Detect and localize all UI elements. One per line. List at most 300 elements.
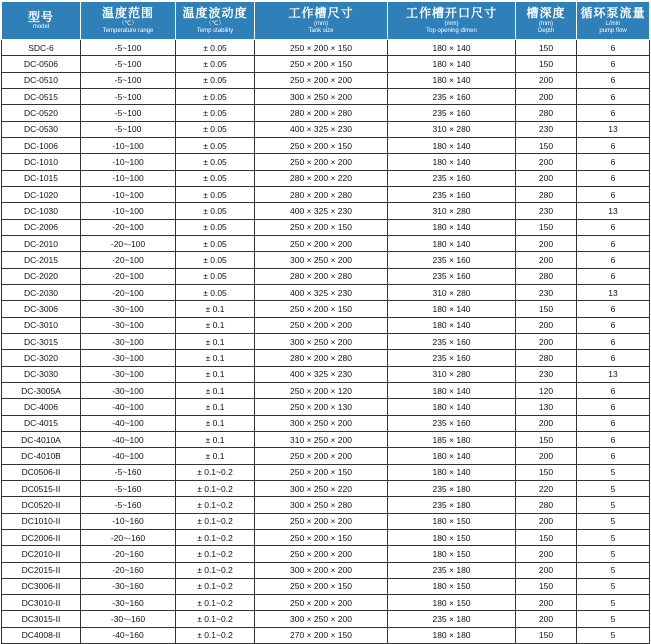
cell-top-opening: 235 × 160 — [388, 415, 516, 431]
cell-top-opening: 235 × 180 — [388, 562, 516, 578]
cell-pump-flow: 6 — [577, 415, 650, 431]
table-row — [2, 464, 650, 480]
cell-temperature-range: -5~160 — [81, 497, 176, 513]
cell-pump-flow: 5 — [577, 529, 650, 545]
cell-tank-size: 250 × 200 × 200 — [255, 72, 388, 88]
cell-top-opening: 235 × 160 — [388, 252, 516, 268]
cell-top-opening: 180 × 140 — [388, 137, 516, 153]
cell-temp-stability: ± 0.1~0.2 — [176, 497, 255, 513]
cell-pump-flow: 5 — [577, 562, 650, 578]
cell-depth: 150 — [516, 40, 577, 56]
cell-temp-stability: ± 0.05 — [176, 154, 255, 170]
cell-pump-flow: 5 — [577, 464, 650, 480]
cell-depth: 150 — [516, 464, 577, 480]
header-tank-size — [255, 2, 388, 40]
cell-depth: 120 — [516, 382, 577, 398]
cell-depth: 230 — [516, 366, 577, 382]
cell-tank-size: 400 × 325 × 230 — [255, 366, 388, 382]
cell-tank-size: 300 × 250 × 200 — [255, 611, 388, 627]
cell-temperature-range: -5~100 — [81, 105, 176, 121]
cell-model: DC2015-II — [2, 562, 81, 578]
cell-pump-flow: 6 — [577, 40, 650, 56]
header-pump-flow-unit: L/min — [605, 20, 621, 27]
cell-depth: 200 — [516, 154, 577, 170]
cell-top-opening: 235 × 180 — [388, 497, 516, 513]
table-row — [2, 448, 650, 464]
cell-temp-stability: ± 0.05 — [176, 186, 255, 202]
cell-temperature-range: -30~-160 — [81, 611, 176, 627]
cell-tank-size: 250 × 200 × 150 — [255, 219, 388, 235]
cell-top-opening: 180 × 140 — [388, 40, 516, 56]
cell-pump-flow: 13 — [577, 284, 650, 300]
cell-depth: 200 — [516, 415, 577, 431]
cell-temp-stability: ± 0.1 — [176, 448, 255, 464]
cell-temp-stability: ± 0.1~0.2 — [176, 578, 255, 594]
cell-tank-size: 280 × 200 × 280 — [255, 105, 388, 121]
cell-model: DC-1015 — [2, 170, 81, 186]
cell-pump-flow: 13 — [577, 366, 650, 382]
cell-temperature-range: -40~100 — [81, 448, 176, 464]
cell-temp-stability: ± 0.05 — [176, 105, 255, 121]
cell-temperature-range: -40~160 — [81, 627, 176, 643]
cell-top-opening: 180 × 140 — [388, 317, 516, 333]
cell-top-opening: 235 × 160 — [388, 268, 516, 284]
cell-model: DC2010-II — [2, 546, 81, 562]
cell-temp-stability: ± 0.1~0.2 — [176, 529, 255, 545]
cell-depth: 150 — [516, 578, 577, 594]
cell-temperature-range: -40~100 — [81, 415, 176, 431]
table-row — [2, 268, 650, 284]
cell-pump-flow: 6 — [577, 154, 650, 170]
header-depth-zh: 槽深度 — [526, 5, 566, 20]
cell-temperature-range: -20~100 — [81, 219, 176, 235]
cell-tank-size: 250 × 200 × 150 — [255, 529, 388, 545]
cell-top-opening: 180 × 140 — [388, 448, 516, 464]
cell-pump-flow: 6 — [577, 186, 650, 202]
cell-tank-size: 300 × 250 × 200 — [255, 415, 388, 431]
cell-tank-size: 300 × 250 × 200 — [255, 88, 388, 104]
cell-model: DC-0506 — [2, 56, 81, 72]
cell-tank-size: 250 × 200 × 200 — [255, 595, 388, 611]
cell-depth: 200 — [516, 252, 577, 268]
cell-tank-size: 250 × 200 × 200 — [255, 546, 388, 562]
cell-depth: 150 — [516, 529, 577, 545]
cell-model: DC-2006 — [2, 219, 81, 235]
cell-tank-size: 400 × 325 × 230 — [255, 203, 388, 219]
cell-tank-size: 400 × 325 × 230 — [255, 284, 388, 300]
cell-pump-flow: 6 — [577, 235, 650, 251]
cell-depth: 150 — [516, 219, 577, 235]
cell-temp-stability: ± 0.05 — [176, 56, 255, 72]
cell-top-opening: 180 × 140 — [388, 154, 516, 170]
header-pump-flow-zh: 循环泵流量 — [580, 5, 646, 20]
cell-depth: 200 — [516, 448, 577, 464]
cell-top-opening: 180 × 140 — [388, 464, 516, 480]
table-row — [2, 317, 650, 333]
table-row — [2, 382, 650, 398]
header-temp-stability-en: Temp stability — [196, 27, 234, 34]
cell-top-opening: 180 × 150 — [388, 529, 516, 545]
cell-temp-stability: ± 0.1 — [176, 366, 255, 382]
cell-temp-stability: ± 0.1 — [176, 382, 255, 398]
table-row — [2, 611, 650, 627]
cell-model: DC1010-II — [2, 513, 81, 529]
cell-temperature-range: -10~100 — [81, 203, 176, 219]
cell-depth: 150 — [516, 137, 577, 153]
table-row — [2, 301, 650, 317]
cell-pump-flow: 6 — [577, 252, 650, 268]
table-row — [2, 546, 650, 562]
cell-pump-flow: 6 — [577, 399, 650, 415]
cell-temp-stability: ± 0.05 — [176, 170, 255, 186]
table-row — [2, 105, 650, 121]
cell-model: DC-3005A — [2, 382, 81, 398]
cell-temp-stability: ± 0.1 — [176, 333, 255, 349]
cell-temp-stability: ± 0.1~0.2 — [176, 611, 255, 627]
table-row — [2, 88, 650, 104]
table-row — [2, 170, 650, 186]
cell-top-opening: 310 × 280 — [388, 284, 516, 300]
cell-depth: 200 — [516, 72, 577, 88]
cell-model: DC2006-II — [2, 529, 81, 545]
cell-tank-size: 250 × 200 × 150 — [255, 56, 388, 72]
header-temp-stability-zh: 温度波动度 — [182, 5, 248, 20]
cell-top-opening: 235 × 160 — [388, 186, 516, 202]
cell-temperature-range: -30~160 — [81, 578, 176, 594]
cell-pump-flow: 6 — [577, 219, 650, 235]
cell-pump-flow: 6 — [577, 350, 650, 366]
cell-pump-flow: 5 — [577, 497, 650, 513]
cell-temperature-range: -10~100 — [81, 154, 176, 170]
cell-pump-flow: 6 — [577, 72, 650, 88]
cell-tank-size: 280 × 200 × 280 — [255, 268, 388, 284]
header-top-opening-unit: (mm) — [444, 20, 459, 27]
cell-temperature-range: -5~100 — [81, 40, 176, 56]
cell-temperature-range: -20~160 — [81, 562, 176, 578]
table-row — [2, 203, 650, 219]
cell-depth: 200 — [516, 170, 577, 186]
cell-depth: 280 — [516, 350, 577, 366]
header-depth — [516, 2, 577, 40]
cell-temp-stability: ± 0.05 — [176, 137, 255, 153]
cell-tank-size: 250 × 200 × 150 — [255, 578, 388, 594]
table-row — [2, 56, 650, 72]
cell-temp-stability: ± 0.1 — [176, 301, 255, 317]
header-pump-flow-en: pump flow — [599, 27, 627, 34]
table-row — [2, 595, 650, 611]
cell-top-opening: 185 × 180 — [388, 431, 516, 447]
cell-temperature-range: -40~100 — [81, 399, 176, 415]
cell-temperature-range: -10~100 — [81, 170, 176, 186]
cell-temp-stability: ± 0.05 — [176, 72, 255, 88]
header-depth-en: Depth — [537, 27, 554, 34]
cell-temp-stability: ± 0.1 — [176, 350, 255, 366]
cell-depth: 280 — [516, 186, 577, 202]
cell-pump-flow: 6 — [577, 268, 650, 284]
cell-model: DC-3010 — [2, 317, 81, 333]
header-tank-size-en: Tank size — [308, 27, 334, 34]
cell-pump-flow: 5 — [577, 546, 650, 562]
cell-depth: 200 — [516, 317, 577, 333]
header-temp-stability-unit: （℃） — [205, 20, 225, 27]
cell-top-opening: 180 × 140 — [388, 56, 516, 72]
header-temp-stability — [176, 2, 255, 40]
cell-top-opening: 180 × 150 — [388, 595, 516, 611]
cell-tank-size: 250 × 200 × 150 — [255, 301, 388, 317]
cell-temperature-range: -10~160 — [81, 513, 176, 529]
cell-tank-size: 280 × 200 × 220 — [255, 170, 388, 186]
cell-top-opening: 180 × 150 — [388, 546, 516, 562]
header-depth-unit: (mm) — [539, 20, 553, 27]
cell-temperature-range: -5~100 — [81, 72, 176, 88]
cell-tank-size: 250 × 200 × 150 — [255, 40, 388, 56]
cell-pump-flow: 5 — [577, 595, 650, 611]
cell-depth: 200 — [516, 562, 577, 578]
cell-temp-stability: ± 0.05 — [176, 252, 255, 268]
table-row — [2, 350, 650, 366]
cell-top-opening: 310 × 280 — [388, 121, 516, 137]
cell-temperature-range: -40~100 — [81, 431, 176, 447]
table-row — [2, 627, 650, 643]
header-row — [2, 2, 650, 40]
cell-top-opening: 235 × 180 — [388, 480, 516, 496]
cell-temperature-range: -30~100 — [81, 382, 176, 398]
cell-tank-size: 250 × 200 × 130 — [255, 399, 388, 415]
cell-temperature-range: -30~160 — [81, 595, 176, 611]
cell-top-opening: 235 × 160 — [388, 333, 516, 349]
cell-pump-flow: 6 — [577, 448, 650, 464]
cell-tank-size: 300 × 250 × 200 — [255, 252, 388, 268]
cell-depth: 200 — [516, 595, 577, 611]
cell-pump-flow: 6 — [577, 317, 650, 333]
cell-model: DC-2020 — [2, 268, 81, 284]
cell-depth: 150 — [516, 431, 577, 447]
cell-temp-stability: ± 0.1~0.2 — [176, 513, 255, 529]
cell-temp-stability: ± 0.1~0.2 — [176, 464, 255, 480]
cell-model: DC0506-II — [2, 464, 81, 480]
header-tank-size-unit: (mm) — [314, 20, 328, 27]
cell-model: DC-4015 — [2, 415, 81, 431]
cell-temperature-range: -20~160 — [81, 546, 176, 562]
table-row — [2, 415, 650, 431]
cell-model: DC-0515 — [2, 88, 81, 104]
header-model — [2, 2, 81, 40]
cell-depth: 280 — [516, 105, 577, 121]
cell-pump-flow: 6 — [577, 382, 650, 398]
cell-model: DC-1010 — [2, 154, 81, 170]
cell-depth: 230 — [516, 121, 577, 137]
cell-tank-size: 250 × 200 × 120 — [255, 382, 388, 398]
cell-model: DC-2030 — [2, 284, 81, 300]
table-row — [2, 578, 650, 594]
cell-depth: 150 — [516, 301, 577, 317]
table-row — [2, 40, 650, 56]
cell-temp-stability: ± 0.1 — [176, 399, 255, 415]
spec-table — [1, 1, 650, 644]
cell-tank-size: 400 × 325 × 230 — [255, 121, 388, 137]
table-row — [2, 121, 650, 137]
cell-top-opening: 180 × 150 — [388, 578, 516, 594]
table-row — [2, 284, 650, 300]
cell-temperature-range: -20~-160 — [81, 529, 176, 545]
cell-temperature-range: -30~100 — [81, 333, 176, 349]
cell-model: DC-2015 — [2, 252, 81, 268]
table-row — [2, 72, 650, 88]
cell-pump-flow: 13 — [577, 121, 650, 137]
table-row — [2, 154, 650, 170]
cell-pump-flow: 6 — [577, 56, 650, 72]
cell-model: DC-1030 — [2, 203, 81, 219]
cell-model: DC0515-II — [2, 480, 81, 496]
cell-depth: 150 — [516, 56, 577, 72]
cell-depth: 280 — [516, 268, 577, 284]
cell-model: DC-4010B — [2, 448, 81, 464]
cell-model: DC-4006 — [2, 399, 81, 415]
cell-top-opening: 180 × 140 — [388, 219, 516, 235]
header-temperature-range — [81, 2, 176, 40]
cell-tank-size: 250 × 200 × 200 — [255, 448, 388, 464]
table-row — [2, 480, 650, 496]
table-row — [2, 431, 650, 447]
cell-top-opening: 180 × 140 — [388, 301, 516, 317]
cell-tank-size: 300 × 200 × 200 — [255, 562, 388, 578]
header-top-opening — [388, 2, 516, 40]
table-body — [2, 40, 650, 644]
cell-temp-stability: ± 0.1~0.2 — [176, 546, 255, 562]
cell-depth: 200 — [516, 333, 577, 349]
cell-temp-stability: ± 0.05 — [176, 235, 255, 251]
cell-temperature-range: -20~100 — [81, 252, 176, 268]
header-top-opening-zh: 工作槽开口尺寸 — [405, 5, 497, 20]
cell-model: DC-0530 — [2, 121, 81, 137]
cell-pump-flow: 6 — [577, 137, 650, 153]
cell-depth: 150 — [516, 627, 577, 643]
cell-tank-size: 250 × 200 × 200 — [255, 317, 388, 333]
header-temperature-range-zh: 温度范围 — [101, 5, 154, 20]
cell-model: DC-1006 — [2, 137, 81, 153]
cell-depth: 200 — [516, 235, 577, 251]
cell-model: DC-0520 — [2, 105, 81, 121]
table-row — [2, 137, 650, 153]
cell-top-opening: 180 × 140 — [388, 382, 516, 398]
cell-pump-flow: 6 — [577, 88, 650, 104]
table-row — [2, 399, 650, 415]
cell-model: DC-4010A — [2, 431, 81, 447]
table-row — [2, 562, 650, 578]
cell-temp-stability: ± 0.05 — [176, 284, 255, 300]
cell-temp-stability: ± 0.1~0.2 — [176, 480, 255, 496]
cell-tank-size: 250 × 200 × 150 — [255, 137, 388, 153]
cell-top-opening: 180 × 180 — [388, 627, 516, 643]
cell-depth: 230 — [516, 284, 577, 300]
cell-temperature-range: -30~100 — [81, 317, 176, 333]
header-model-zh: 型号 — [27, 9, 54, 24]
cell-depth: 200 — [516, 546, 577, 562]
cell-top-opening: 180 × 140 — [388, 72, 516, 88]
cell-top-opening: 235 × 160 — [388, 105, 516, 121]
cell-temp-stability: ± 0.1 — [176, 317, 255, 333]
cell-top-opening: 235 × 160 — [388, 350, 516, 366]
cell-temperature-range: -20~100 — [81, 284, 176, 300]
cell-tank-size: 300 × 250 × 220 — [255, 480, 388, 496]
cell-temp-stability: ± 0.1~0.2 — [176, 562, 255, 578]
cell-depth: 200 — [516, 513, 577, 529]
table-row — [2, 186, 650, 202]
cell-temperature-range: -5~100 — [81, 56, 176, 72]
cell-tank-size: 250 × 200 × 200 — [255, 513, 388, 529]
cell-top-opening: 235 × 180 — [388, 611, 516, 627]
header-model-en: model — [32, 24, 50, 31]
cell-top-opening: 180 × 140 — [388, 399, 516, 415]
cell-temperature-range: -5~160 — [81, 464, 176, 480]
cell-temp-stability: ± 0.05 — [176, 219, 255, 235]
cell-temp-stability: ± 0.05 — [176, 40, 255, 56]
cell-top-opening: 310 × 280 — [388, 203, 516, 219]
cell-temperature-range: -5~100 — [81, 121, 176, 137]
cell-pump-flow: 6 — [577, 333, 650, 349]
header-temperature-range-unit: （℃） — [118, 20, 138, 27]
cell-temp-stability: ± 0.1~0.2 — [176, 627, 255, 643]
cell-tank-size: 280 × 200 × 280 — [255, 186, 388, 202]
cell-temperature-range: -30~100 — [81, 301, 176, 317]
cell-pump-flow: 6 — [577, 301, 650, 317]
table-row — [2, 219, 650, 235]
cell-pump-flow: 5 — [577, 513, 650, 529]
cell-pump-flow: 13 — [577, 203, 650, 219]
cell-depth: 230 — [516, 203, 577, 219]
header-top-opening-en: Top opening dimen — [426, 27, 477, 34]
cell-pump-flow: 5 — [577, 578, 650, 594]
cell-temperature-range: -30~100 — [81, 350, 176, 366]
cell-model: DC-3006 — [2, 301, 81, 317]
cell-tank-size: 250 × 200 × 150 — [255, 464, 388, 480]
cell-tank-size: 300 × 250 × 200 — [255, 333, 388, 349]
cell-temp-stability: ± 0.05 — [176, 88, 255, 104]
cell-temp-stability: ± 0.05 — [176, 203, 255, 219]
cell-tank-size: 250 × 200 × 200 — [255, 235, 388, 251]
table-row — [2, 513, 650, 529]
cell-pump-flow: 6 — [577, 170, 650, 186]
cell-model: DC3006-II — [2, 578, 81, 594]
table-row — [2, 497, 650, 513]
cell-model: DC-1020 — [2, 186, 81, 202]
cell-temperature-range: -20~-100 — [81, 235, 176, 251]
cell-temperature-range: -5~160 — [81, 480, 176, 496]
cell-top-opening: 310 × 280 — [388, 366, 516, 382]
cell-top-opening: 235 × 160 — [388, 170, 516, 186]
cell-temp-stability: ± 0.1 — [176, 415, 255, 431]
table-row — [2, 366, 650, 382]
cell-temp-stability: ± 0.05 — [176, 121, 255, 137]
cell-pump-flow: 5 — [577, 480, 650, 496]
cell-depth: 130 — [516, 399, 577, 415]
header-pump-flow — [577, 2, 650, 40]
table-row — [2, 333, 650, 349]
cell-tank-size: 270 × 200 × 150 — [255, 627, 388, 643]
table-row — [2, 235, 650, 251]
cell-pump-flow: 6 — [577, 105, 650, 121]
cell-model: DC-3030 — [2, 366, 81, 382]
cell-depth: 280 — [516, 497, 577, 513]
cell-pump-flow: 5 — [577, 627, 650, 643]
header-tank-size-zh: 工作槽尺寸 — [288, 5, 354, 20]
cell-tank-size: 300 × 250 × 280 — [255, 497, 388, 513]
cell-tank-size: 310 × 250 × 200 — [255, 431, 388, 447]
cell-temperature-range: -30~100 — [81, 366, 176, 382]
cell-model: DC-2010 — [2, 235, 81, 251]
header-temperature-range-en: Temperature range — [102, 27, 154, 34]
table-row — [2, 529, 650, 545]
